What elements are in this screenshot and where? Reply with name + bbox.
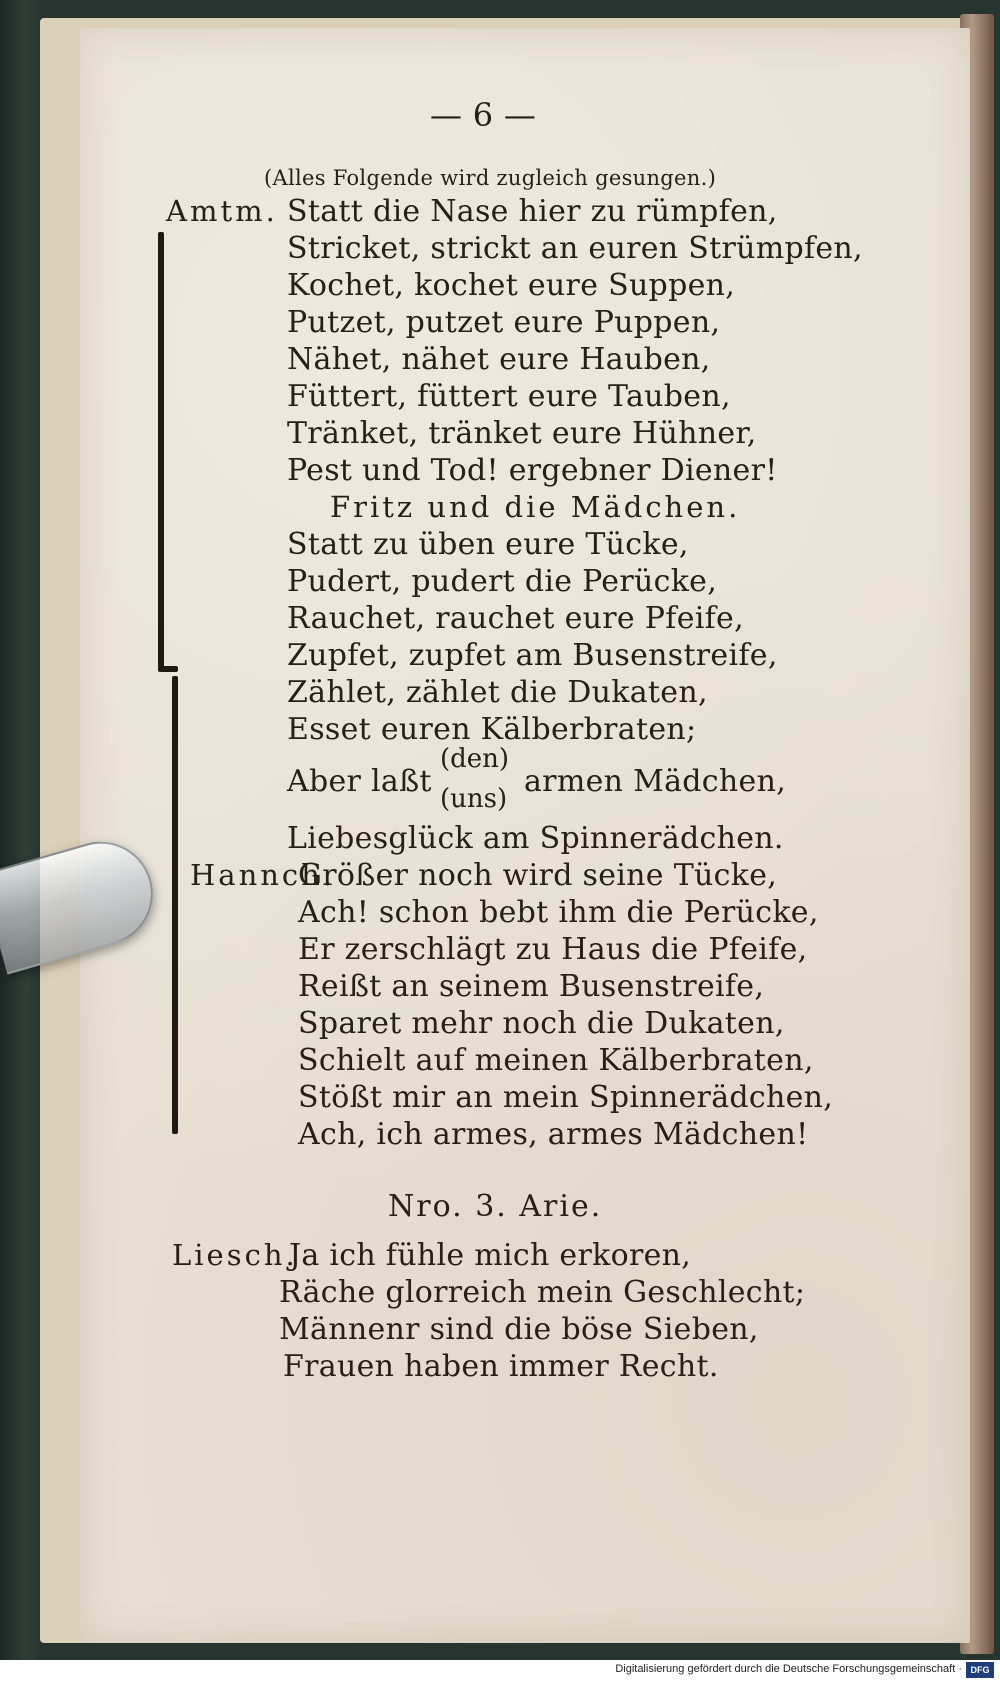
speaker-liesch: Liesch. <box>172 1238 298 1272</box>
verse-line: Zupfet, zupfet am Busenstreife, <box>287 638 778 673</box>
verse-line: Frauen haben immer Recht. <box>283 1349 719 1384</box>
alt-word-top: (den) <box>440 744 510 774</box>
verse-line: Tränket, tränket eure Hühner, <box>287 416 757 451</box>
verse-line: Ach! schon bebt ihm die Perücke, <box>298 895 819 930</box>
verse-line: Kochet, kochet eure Suppen, <box>287 268 736 303</box>
brace <box>158 232 164 672</box>
speaker-hannch: Hannch. <box>190 858 336 892</box>
verse-line: Rauchet, rauchet eure Pfeife, <box>287 601 744 636</box>
dfg-logo: DFG <box>966 1662 994 1678</box>
verse-line: Männenr sind die böse Sieben, <box>279 1312 759 1347</box>
speaker-amtm: Amtm. <box>166 194 278 228</box>
verse-line: Nähet, nähet eure Hauben, <box>287 342 711 377</box>
verse-line: Pest und Tod! ergebner Diener! <box>287 453 778 488</box>
verse-line: Pudert, pudert die Perücke, <box>287 564 718 599</box>
verse-line: Statt die Nase hier zu rümpfen, <box>287 194 778 229</box>
verse-line: Er zerschlägt zu Haus die Pfeife, <box>298 932 808 967</box>
verse-line: Schielt auf meinen Kälberbraten, <box>298 1043 814 1078</box>
verse-line: Statt zu üben eure Tücke, <box>287 527 689 562</box>
verse-line: Sparet mehr noch die Dukaten, <box>298 1006 785 1041</box>
footer-credit: Digitalisierung gefördert durch die Deutsche Forschungsgemeinschaft · <box>615 1663 962 1675</box>
brace-lower <box>172 676 178 1134</box>
verse-line: Ach, ich armes, armes Mädchen! <box>298 1117 809 1152</box>
verse-line: Größer noch wird seine Tücke, <box>298 858 778 893</box>
alt-word-bottom: (uns) <box>440 784 508 814</box>
brace-point <box>160 666 178 672</box>
verse-line: Füttert, füttert eure Tauben, <box>287 379 731 414</box>
aria-heading: Nro. 3. Arie. <box>388 1189 603 1224</box>
verse-line-aber: Aber laßt <box>287 764 432 799</box>
page-number: — 6 — <box>430 96 537 134</box>
verse-line-aber-end: armen Mädchen, <box>524 764 787 799</box>
stage-note: (Alles Folgende wird zugleich gesungen.) <box>264 166 717 190</box>
verse-line: Esset euren Kälberbraten; <box>287 712 697 747</box>
verse-line: Zählet, zählet die Dukaten, <box>287 675 708 710</box>
verse-line: Putzet, putzet eure Puppen, <box>287 305 721 340</box>
verse-line: Reißt an seinem Busenstreife, <box>298 969 765 1004</box>
verse-line: Räche glorreich mein Geschlecht; <box>279 1275 806 1310</box>
speaker-fritz: Fritz und die Mädchen. <box>330 490 741 524</box>
book-spine <box>0 0 44 1682</box>
verse-line: Stricket, strickt an euren Strümpfen, <box>287 231 863 266</box>
verse-line: Stößt mir an mein Spinnerädchen, <box>298 1080 834 1115</box>
verse-line: Liebesglück am Spinnerädchen. <box>287 821 784 856</box>
verse-line: Ja ich fühle mich erkoren, <box>289 1238 692 1273</box>
